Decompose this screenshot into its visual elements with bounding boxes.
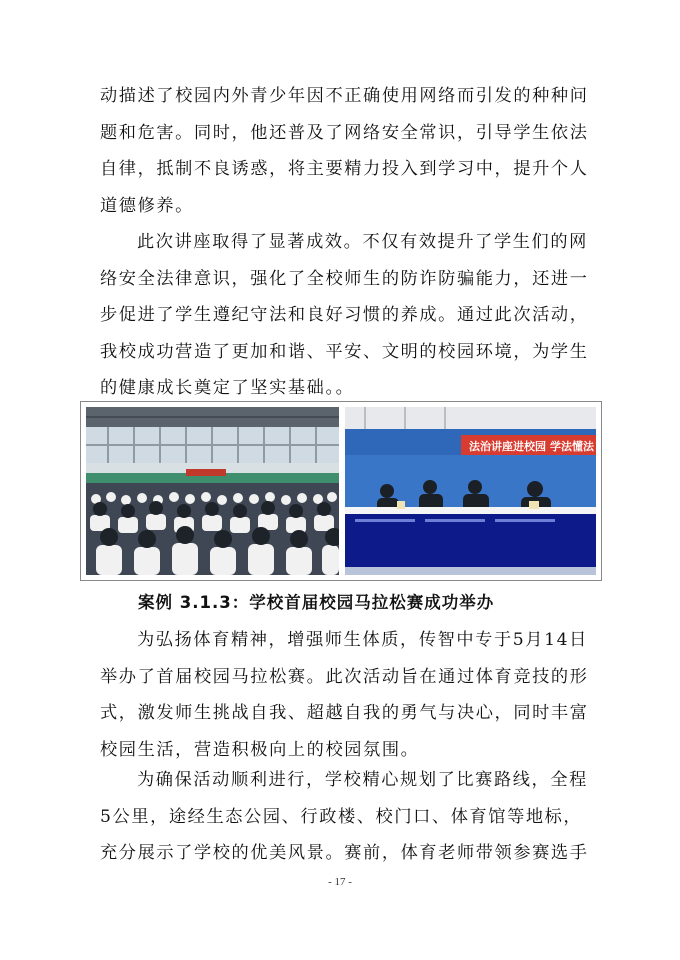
text-line: 充分展示了学校的优美风景。赛前，体育老师带领参赛选手 <box>100 843 589 863</box>
text-line: 5公里，途经生态公园、行政楼、校门口、体育馆等地标， <box>100 806 583 827</box>
case-heading: 案例 3.1.3：学校首届校园马拉松赛成功举办 <box>138 593 495 612</box>
text-line: 我校成功营造了更加和谐、平安、文明的校园环境，为学生 <box>100 341 589 362</box>
text-line: 此次讲座取得了显著成效。不仅有效提升了学生们的网 <box>137 232 588 252</box>
auditorium-photo <box>86 407 339 575</box>
text-line: 自律，抵制不良诱惑，将主要精力投入到学习中，提升个人 <box>100 159 589 179</box>
stage-photo-image <box>345 407 596 575</box>
text-line: 动描述了校园内外青少年因不正确使用网络而引发的种种问 <box>100 86 589 106</box>
text-line: 的健康成长奠定了坚实基础。。 <box>100 378 355 398</box>
text-line: 式，激发师生挑战自我、超越自我的勇气与决心，同时丰富 <box>100 703 589 723</box>
paragraph-4 <box>100 762 589 872</box>
text-line: 道德修养。 <box>100 195 194 216</box>
text-line: 举办了首届校园马拉松赛。此次活动旨在通过体育竞技的形 <box>100 666 589 687</box>
text-line: 步促进了学生遵纪守法和良好习惯的养成。通过此次活动， <box>100 305 589 325</box>
banner-text-left: 法治讲座进校园 <box>469 440 546 453</box>
text-line: 为弘扬体育精神，增强师生体质，传智中专于5月14日 <box>137 630 588 650</box>
photo-frame <box>80 401 602 581</box>
paragraph-3 <box>100 622 589 768</box>
auditorium-photo-image <box>86 407 339 575</box>
text-line: 为确保活动顺利进行，学校精心规划了比赛路线，全程 <box>137 770 588 790</box>
text-line: 题和危害。同时，他还普及了网络安全常识，引导学生依法 <box>100 122 589 143</box>
banner-text-right: 学法懂法 <box>550 440 594 453</box>
text-line: 络安全法律意识，强化了全校师生的防诈防骗能力，还进一 <box>100 268 589 289</box>
paragraph-1 <box>100 78 589 224</box>
paragraph-2 <box>100 224 589 407</box>
page-number: - 17 - <box>328 876 352 888</box>
text-line: 校园生活，营造积极向上的校园氛围。 <box>100 739 420 760</box>
stage-photo <box>345 407 596 575</box>
